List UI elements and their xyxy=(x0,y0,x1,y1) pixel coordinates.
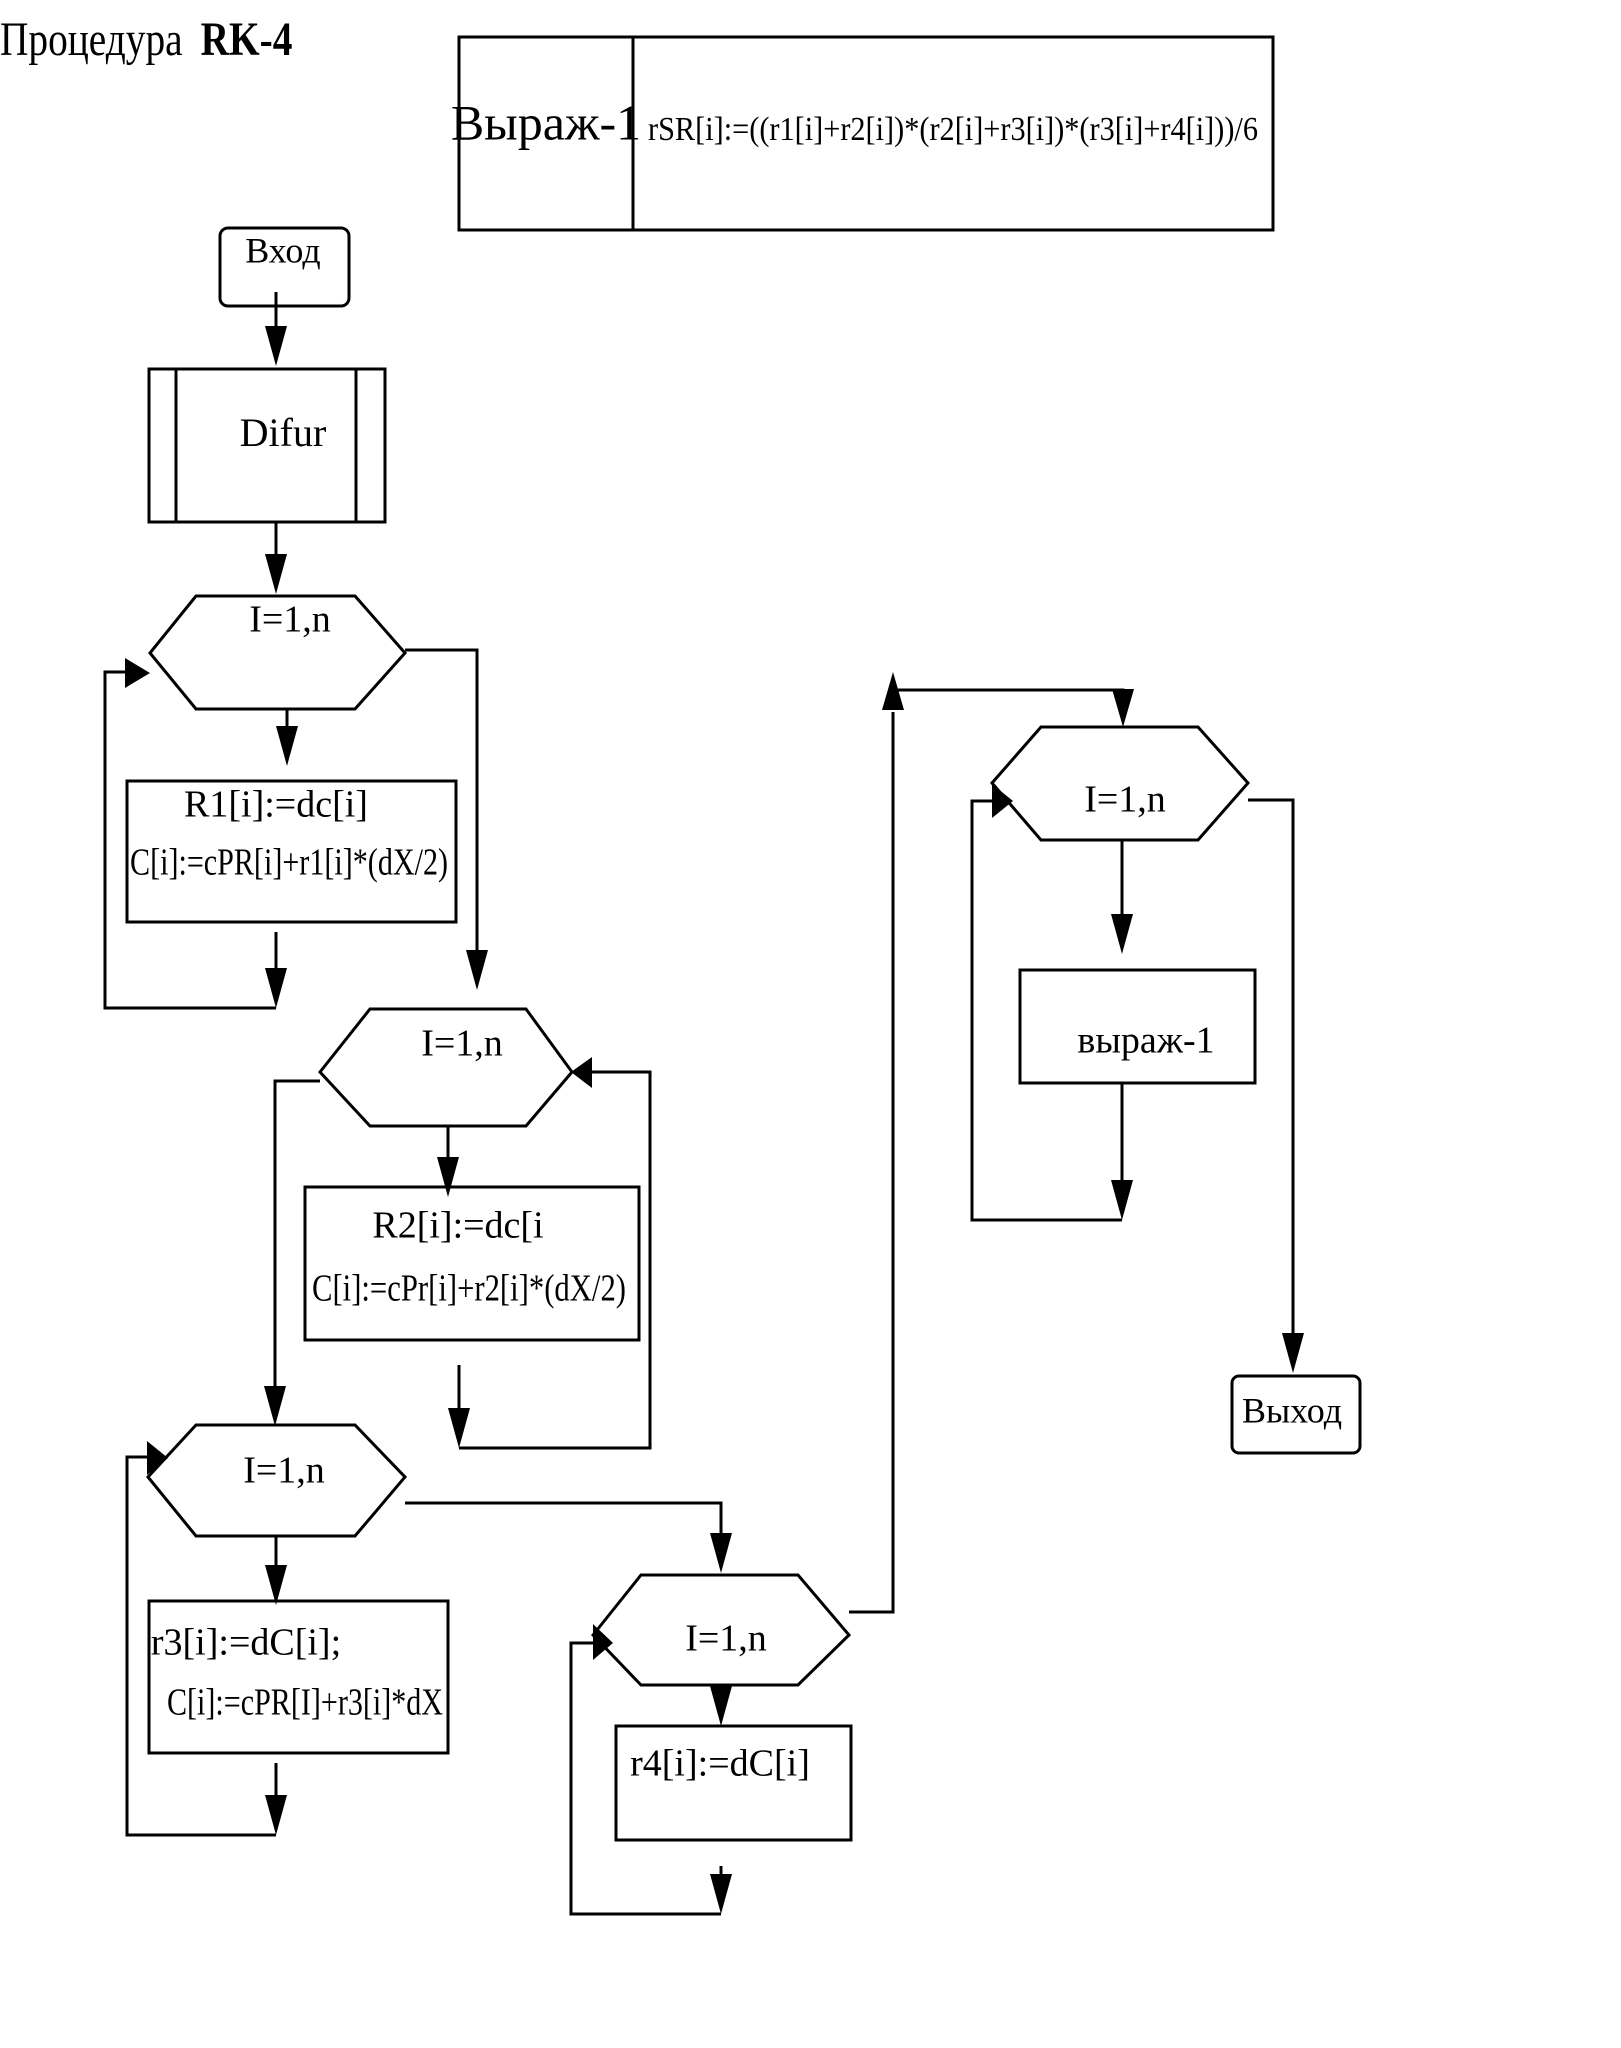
arrow-loop2-exit xyxy=(264,1386,286,1426)
loop4-label: I=1,n xyxy=(685,1617,767,1660)
procedure-title-prefix: Процедура xyxy=(0,13,183,66)
loop3-body-line1: r3[i]:=dC[i]; xyxy=(150,1621,342,1664)
loop5-body-line1: выраж-1 xyxy=(1077,1019,1215,1062)
loop1-body-line2: C[i]:=cPR[i]+r1[i]*(dX/2) xyxy=(130,841,448,884)
arrow-loop5-body5 xyxy=(1111,914,1133,954)
arrow-loop2-reentry xyxy=(571,1057,592,1088)
arrow-loop4-return xyxy=(710,1874,732,1914)
connector-loop3-exit xyxy=(405,1503,721,1535)
connector-loop4-exit xyxy=(849,712,893,1612)
loop2-label: I=1,n xyxy=(421,1022,503,1065)
arrow-to-exit xyxy=(1282,1333,1304,1373)
arrow-loop3-exit xyxy=(710,1533,732,1573)
legend-formula: rSR[i]:=((r1[i]+r2[i])*(r2[i]+r3[i])*(r3[i]+r4[i]))/6 xyxy=(648,110,1258,148)
loop1-label: I=1,n xyxy=(249,598,331,641)
loop3-label: I=1,n xyxy=(243,1449,325,1492)
procedure-title xyxy=(0,13,292,65)
expression-legend xyxy=(451,37,1273,230)
loop3-body-line2: C[i]:=cPR[I]+r3[i]*dX xyxy=(167,1681,443,1724)
arrow-loop2-return xyxy=(448,1408,470,1448)
difur-label: Difur xyxy=(239,410,327,456)
arrow-loop3-body3 xyxy=(265,1565,287,1605)
arrow-loop3-return xyxy=(265,1795,287,1835)
loop2-body-line1: R2[i]:=dc[i xyxy=(372,1204,544,1247)
loop4-body-line1: r4[i]:=dC[i] xyxy=(630,1742,810,1785)
loop1-body-line1: R1[i]:=dc[i] xyxy=(184,783,368,826)
exit-label: Выход xyxy=(1241,1390,1343,1431)
arrow-entry-difur xyxy=(265,326,287,366)
procedure-title-name: RK-4 xyxy=(200,13,293,66)
arrow-loop1-exit xyxy=(466,950,488,990)
entry-label: Вход xyxy=(245,230,321,271)
arrow-into-loop5 xyxy=(1112,689,1134,727)
loop2-body-line2: C[i]:=cPr[i]+r2[i]*(dX/2) xyxy=(312,1267,626,1310)
arrow-loop4-body4 xyxy=(710,1686,732,1726)
arrow-loop1-body1 xyxy=(276,726,298,766)
legend-label: Выраж-1 xyxy=(450,94,642,151)
arrow-loop1-reentry xyxy=(125,658,150,688)
loop5-label: I=1,n xyxy=(1084,778,1166,821)
arrow-loop5-return xyxy=(1111,1180,1133,1220)
arrow-difur-loop1 xyxy=(265,554,287,594)
connector-to-loop5 xyxy=(893,690,1123,694)
arrow-loop1-return xyxy=(265,968,287,1008)
